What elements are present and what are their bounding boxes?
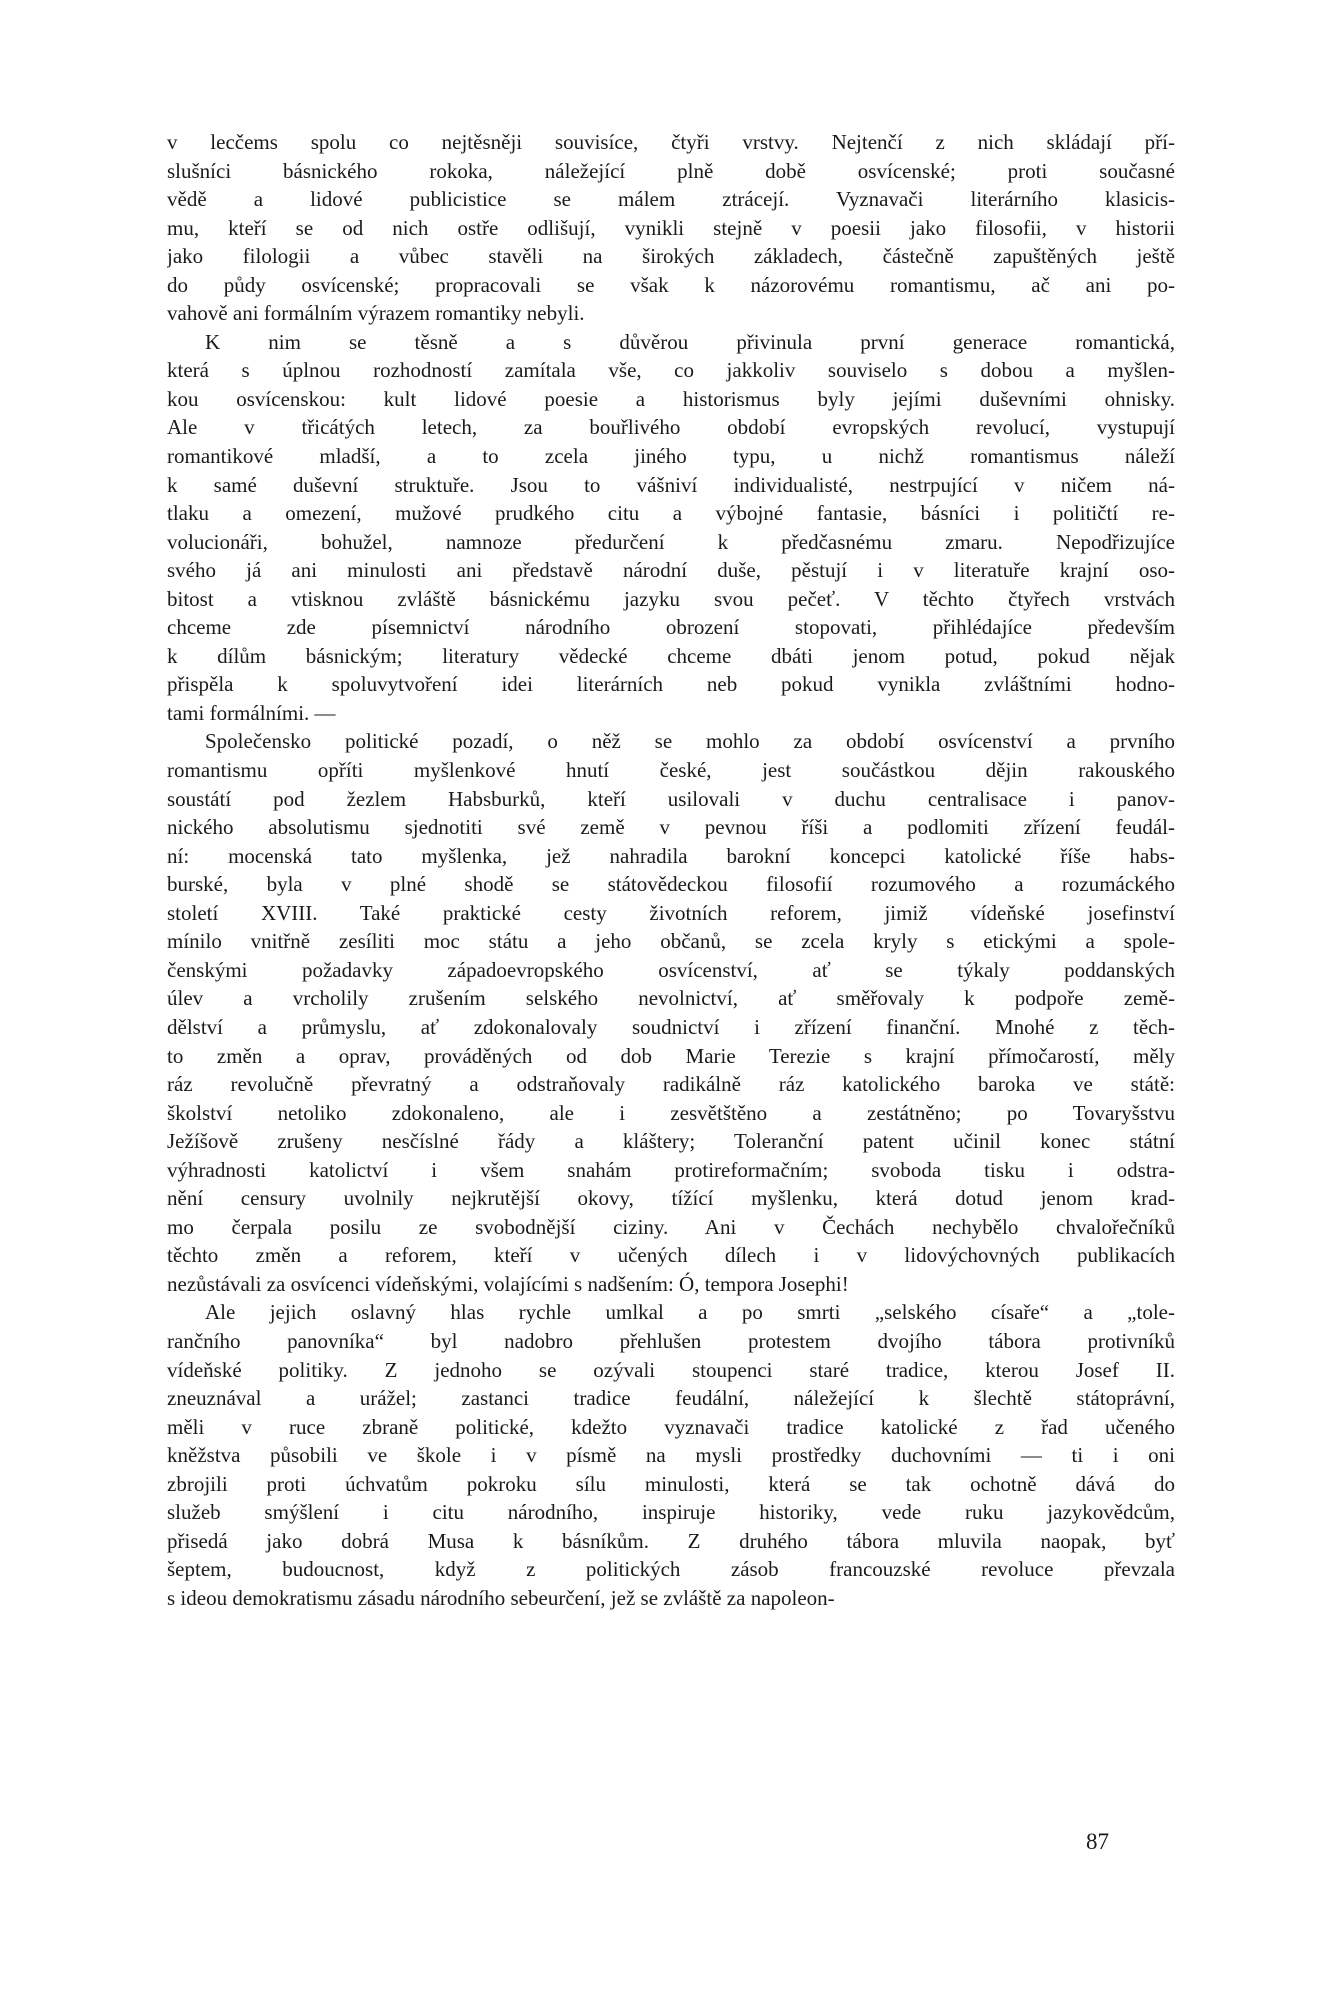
text-line: nezůstávali za osvícenci vídeňskými, volajícími s nadšením: Ó, tempora Josephi! <box>167 1271 849 1296</box>
text-line: měli v ruce zbraně politické, kdežto vyznavači tradice katolické z řad učeného <box>167 1414 1175 1439</box>
text-line: která s úplnou rozhodností zamítala vše, co jakkoliv souviselo s dobou a myšlen- <box>167 358 1175 383</box>
text-line: kněžstva působili ve škole i v písmě na mysli prostředky duchovními — ti i oni <box>167 1443 1175 1468</box>
text-line: úlev a vrcholily zrušením selského nevolnictví, ať směřovaly k podpoře země- <box>167 986 1175 1011</box>
text-line: k samé duševní struktuře. Jsou to vášniví individualisté, nestrpující v ničem ná- <box>167 472 1175 497</box>
text-line: zbrojili proti úchvatům pokroku sílu minulosti, která se tak ochotně dává do <box>167 1471 1175 1496</box>
text-line: školství netoliko zdokonaleno, ale i zesvětštěno a zestátněno; po Tovaryšstvu <box>167 1100 1175 1125</box>
text-line: čenskými požadavky západoevropského osvícenství, ať se týkaly poddanských <box>167 957 1175 982</box>
text-line: rančního panovníka“ byl nadobro přehlušen protestem dvojího tábora protivníků <box>167 1328 1175 1353</box>
paragraph <box>167 128 1175 328</box>
text-line: dělství a průmyslu, ať zdokonalovaly soudnictví i zřízení finanční. Mnohé z těch- <box>167 1014 1175 1039</box>
text-line: bitost a vtisknou zvláště básnickému jazyku svou pečeť. V těchto čtyřech vrstvách <box>167 586 1175 611</box>
text-line: burské, byla v plné shodě se státovědeckou filosofií rozumového a rozumáckého <box>167 872 1175 897</box>
paragraph <box>167 1298 1175 1612</box>
text-line: to změn a oprav, prováděných od dob Marie Terezie s krajní přímočarostí, měly <box>167 1043 1175 1068</box>
paragraph <box>167 727 1175 1298</box>
text-line: vídeňské politiky. Z jednoho se ozývali stoupenci staré tradice, kterou Josef II. <box>167 1357 1175 1382</box>
text-line: ní: mocenská tato myšlenka, jež nahradila barokní koncepci katolické říše habs- <box>167 843 1175 868</box>
text-line: tami formálními. — <box>167 700 336 725</box>
paragraph <box>167 328 1175 728</box>
text-line: Ježíšově zrušeny nesčíslné řády a kláštery; Toleranční patent učinil konec státní <box>167 1129 1175 1154</box>
text-line: K nim se těsně a s důvěrou přivinula první generace romantická, <box>205 329 1175 354</box>
text-line: vahově ani formálním výrazem romantiky nebyli. <box>167 301 585 326</box>
text-line: Ale jejich oslavný hlas rychle umlkal a po smrti „selského císaře“ a „tole- <box>205 1300 1175 1325</box>
text-line: s ideou demokratismu zásadu národního sebeurčení, jež se zvláště za napoleon- <box>167 1585 835 1610</box>
text-line: nického absolutismu sjednotiti své země v pevnou říši a podlomiti zřízení feudál- <box>167 815 1175 840</box>
text-line: jako filologii a vůbec stavěli na širokých základech, částečně zapuštěných ještě <box>167 244 1175 269</box>
text-line: soustátí pod žezlem Habsburků, kteří usilovali v duchu centralisace i panov- <box>167 786 1175 811</box>
text-line: volucionáři, bohužel, namnoze předurčení k předčasnému zmaru. Nepodřizujíce <box>167 529 1175 554</box>
text-line: přisedá jako dobrá Musa k básníkům. Z druhého tábora mluvila naopak, byť <box>167 1528 1175 1553</box>
text-line: přispěla k spoluvytvoření idei literárních neb pokud vynikla zvláštními hodno- <box>167 672 1175 697</box>
text-line: mo čerpala posilu ze svobodnější ciziny. Ani v Čechách nechybělo chvalořečníků <box>167 1214 1175 1239</box>
text-line: mínilo vnitřně zesíliti moc státu a jeho občanů, se zcela kryly s etickými a spole- <box>167 929 1175 954</box>
text-line: nění censury uvolnily nejkrutější okovy, tížící myšlenku, která dotud jenom krad- <box>167 1186 1175 1211</box>
text-line: Společensko politické pozadí, o něž se mohlo za období osvícenství a prvního <box>205 729 1175 754</box>
page-number: 87 <box>1086 1829 1109 1854</box>
text-line: kou osvícenskou: kult lidové poesie a historismus byly jejími duševními ohnisky. <box>167 386 1175 411</box>
text-line: chceme zde písemnictví národního obrození stopovati, přihlédajíce především <box>167 615 1175 640</box>
text-line: služeb smýšlení i citu národního, inspiruje historiky, vede ruku jazykovědcům, <box>167 1500 1175 1525</box>
text-line: k dílům básnickým; literatury vědecké chceme dbáti jenom potud, pokud nějak <box>167 643 1175 668</box>
text-line: ráz revolučně převratný a odstraňovaly radikálně ráz katolického baroka ve státě: <box>167 1072 1175 1097</box>
text-line: Ale v třicátých letech, za bouřlivého období evropských revolucí, vystupují <box>167 415 1175 440</box>
text-line: mu, kteří se od nich ostře odlišují, vynikli stejně v poesii jako filosofii, v historii <box>167 215 1175 240</box>
body-text <box>167 128 1175 1612</box>
text-line: svého já ani minulosti ani představě národní duše, pěstují i v literatuře krajní oso- <box>167 558 1175 583</box>
text-line: romantismu opříti myšlenkové hnutí české, jest součástkou dějin rakouského <box>167 758 1175 783</box>
text-line: do půdy osvícenské; propracovali se však k názorovému romantismu, ač ani po- <box>167 272 1175 297</box>
text-line: šeptem, budoucnost, když z politických zásob francouzské revoluce převzala <box>167 1557 1175 1582</box>
text-line: v lecčems spolu co nejtěsněji souvisíce, čtyři vrstvy. Nejtenčí z nich skládají pří- <box>167 130 1175 154</box>
text-line: tlaku a omezení, mužové prudkého citu a výbojné fantasie, básníci i političtí re- <box>167 501 1175 526</box>
text-line: zneuznával a urážel; zastanci tradice feudální, náležející k šlechtě státoprávní, <box>167 1386 1175 1411</box>
text-line: vědě a lidové publicistice se málem ztrácejí. Vyznavači literárního klasicis- <box>167 187 1175 212</box>
text-line: romantikové mladší, a to zcela jiného typu, u nichž romantismus náleží <box>167 444 1175 469</box>
text-line: výhradnosti katolictví i všem snahám protireformačním; svoboda tisku i odstra- <box>167 1157 1175 1182</box>
text-line: století XVIII. Také praktické cesty životních reforem, jimiž vídeňské josefinství <box>167 900 1175 925</box>
text-line: slušníci básnického rokoka, náležející plně době osvícenské; proti současné <box>167 158 1175 183</box>
text-line: těchto změn a reforem, kteří v učených dílech i v lidovýchovných publikacích <box>167 1243 1175 1268</box>
